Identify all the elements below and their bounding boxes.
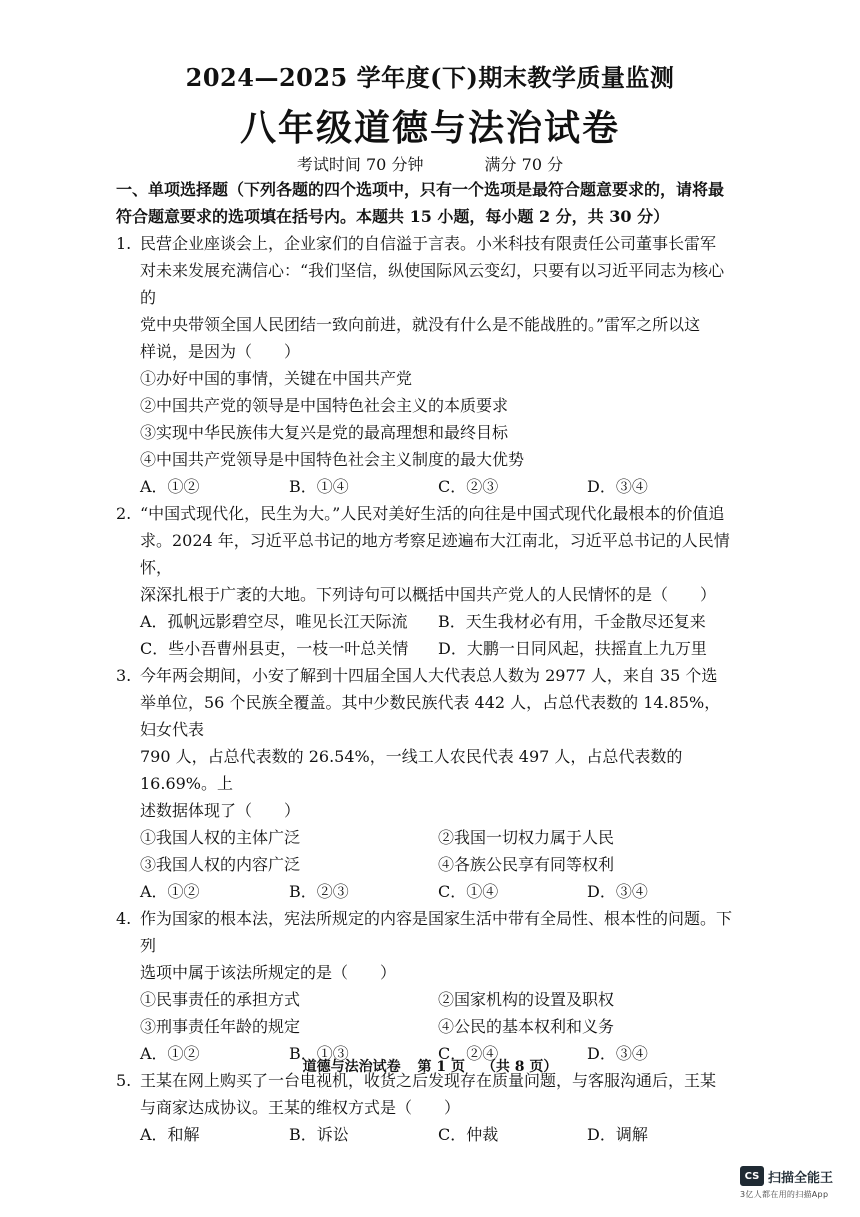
footer-page: 第 1 页 <box>417 1059 465 1075</box>
watermark-logo-row <box>740 1166 844 1186</box>
footer-subject: 道德与法治试卷 <box>302 1059 401 1075</box>
question-number: 4. <box>116 909 132 928</box>
stem-line: 民营企业座谈会上，企业家们的自信溢于言表。小米科技有限责任公司董事长雷军 <box>140 234 717 253</box>
exam-body <box>116 176 736 1148</box>
option-c: C．仲裁 <box>438 1125 499 1144</box>
statement-item: ④中国共产党领导是中国特色社会主义制度的最大优势 <box>140 450 525 469</box>
option-a: A．和解 <box>140 1125 200 1144</box>
statement-items <box>116 986 736 1013</box>
question-number: 2. <box>116 504 132 523</box>
watermark-tagline: 3亿人都在用的扫描App <box>740 1190 829 1199</box>
section-heading-line: 符合题意要求的选项填在括号内。本题共 15 小题，每小题 2 分，共 30 分） <box>116 207 670 226</box>
question-stem <box>116 905 736 959</box>
question-2 <box>116 500 736 662</box>
stem-line: 述数据体现了（ ） <box>140 801 301 820</box>
question-number: 3. <box>116 666 132 685</box>
statement-item: ②我国一切权力属于人民 <box>438 828 615 847</box>
question-3 <box>116 662 736 905</box>
stem-line: 与商家达成协议。王某的维权方式是（ ） <box>140 1098 461 1117</box>
statement-item: ①办好中国的事情，关键在中国共产党 <box>140 369 413 388</box>
exam-title: 2024—2025 学年度(下)期末教学质量监测 <box>185 63 675 92</box>
stem-line: 对未来发展充满信心：“我们坚信，纵使国际风云变幻，只要有以习近平同志为核心的 <box>140 261 725 307</box>
option-b: B．①④ <box>289 477 349 496</box>
option-d: D．调解 <box>587 1125 648 1144</box>
statement-item: ①我国人权的主体广泛 <box>140 828 301 847</box>
answer-options <box>116 1121 736 1148</box>
question-number: 1. <box>116 234 132 253</box>
full-score: 满分 70 分 <box>484 155 564 174</box>
statement-item: ①民事责任的承担方式 <box>140 990 301 1009</box>
statement-item: ④公民的基本权利和义务 <box>438 1017 615 1036</box>
stem-line: 求。2024 年，习近平总书记的地方考察足迹遍布大江南北，习近平总书记的人民情怀， <box>140 531 730 577</box>
option-b: B．天生我材必有用，千金散尽还复来 <box>438 612 706 631</box>
option-d: D．③④ <box>587 882 648 901</box>
answer-options <box>116 473 736 500</box>
statement-item: ③刑事责任年龄的规定 <box>140 1017 301 1036</box>
section-heading <box>116 176 736 230</box>
stem-line: 深深扎根于广袤的大地。下列诗句可以概括中国共产党人的人民情怀的是（ ） <box>140 585 717 604</box>
question-5 <box>116 1067 736 1148</box>
question-number: 5. <box>116 1071 132 1090</box>
statement-item: ③我国人权的内容广泛 <box>140 855 301 874</box>
statement-items <box>116 851 736 878</box>
question-stem <box>116 500 736 527</box>
option-c: C．些小吾曹州县吏，一枝一叶总关情 <box>140 639 409 658</box>
statement-item: ②中国共产党的领导是中国特色社会主义的本质要求 <box>140 396 509 415</box>
option-a: A．①② <box>140 882 200 901</box>
option-d: D．③④ <box>587 477 648 496</box>
option-d: D．大鹏一日同风起，扶摇直上九万里 <box>438 639 707 658</box>
exam-subtitle: 八年级道德与法治试卷 <box>239 107 620 149</box>
stem-line: 790 人，占总代表数的 26.54%，一线工人农民代表 497 人，占总代表数的 16.69%。上 <box>140 747 683 793</box>
option-b: B．诉讼 <box>289 1125 349 1144</box>
exam-meta <box>0 152 860 175</box>
option-a: A．孤帆远影碧空尽，唯见长江天际流 <box>140 612 408 631</box>
statement-items <box>116 1013 736 1040</box>
statement-item: ②国家机构的设置及职权 <box>438 990 615 1009</box>
statement-item: ④各族公民享有同等权利 <box>438 855 615 874</box>
answer-options <box>116 878 736 905</box>
question-stem <box>116 230 736 257</box>
option-c: C．②④ <box>438 1044 499 1063</box>
exam-time: 考试时间 70 分钟 <box>296 155 424 174</box>
stem-line: 王某在网上购买了一台电视机，收货之后发现存在质量问题，与客服沟通后，王某 <box>140 1071 717 1090</box>
question-4 <box>116 905 736 1067</box>
statement-item: ③实现中华民族伟大复兴是党的最高理想和最终目标 <box>140 423 509 442</box>
option-b: B．①③ <box>289 1044 349 1063</box>
scanner-watermark <box>740 1166 844 1200</box>
stem-line: 样说，是因为（ ） <box>140 342 301 361</box>
stem-line: “中国式现代化，民生为大。”人民对美好生活的向往是中国式现代化最根本的价值追 <box>140 504 725 523</box>
option-b: B．②③ <box>289 882 349 901</box>
camscanner-logo-icon: CS <box>740 1166 764 1186</box>
option-a: A．①② <box>140 477 200 496</box>
stem-line: 今年两会期间，小安了解到十四届全国人大代表总人数为 2977 人，来自 35 个选 <box>140 666 718 685</box>
watermark-brand: 扫描全能王 <box>768 1170 834 1186</box>
option-c: C．②③ <box>438 477 499 496</box>
footer-total: （共 8 页） <box>481 1059 558 1075</box>
stem-line: 举单位，56 个民族全覆盖。其中少数民族代表 442 人，占总代表数的 14.85%，妇女代表 <box>140 693 721 739</box>
answer-options <box>116 608 736 635</box>
page-footer <box>0 1056 860 1076</box>
answer-options <box>116 635 736 662</box>
stem-line: 党中央带领全国人民团结一致向前进，就没有什么是不能战胜的。”雷军之所以这 <box>140 315 701 334</box>
stem-line: 选项中属于该法所规定的是（ ） <box>140 963 397 982</box>
option-d: D．③④ <box>587 1044 648 1063</box>
question-1 <box>116 230 736 500</box>
section-heading-line: 一、单项选择题（下列各题的四个选项中，只有一个选项是最符合题意要求的，请将最 <box>116 180 725 199</box>
statement-items <box>116 824 736 851</box>
option-a: A．①② <box>140 1044 200 1063</box>
stem-line: 作为国家的根本法，宪法所规定的内容是国家生活中带有全局性、根本性的问题。下列 <box>140 909 733 955</box>
question-stem <box>116 662 736 689</box>
option-c: C．①④ <box>438 882 499 901</box>
